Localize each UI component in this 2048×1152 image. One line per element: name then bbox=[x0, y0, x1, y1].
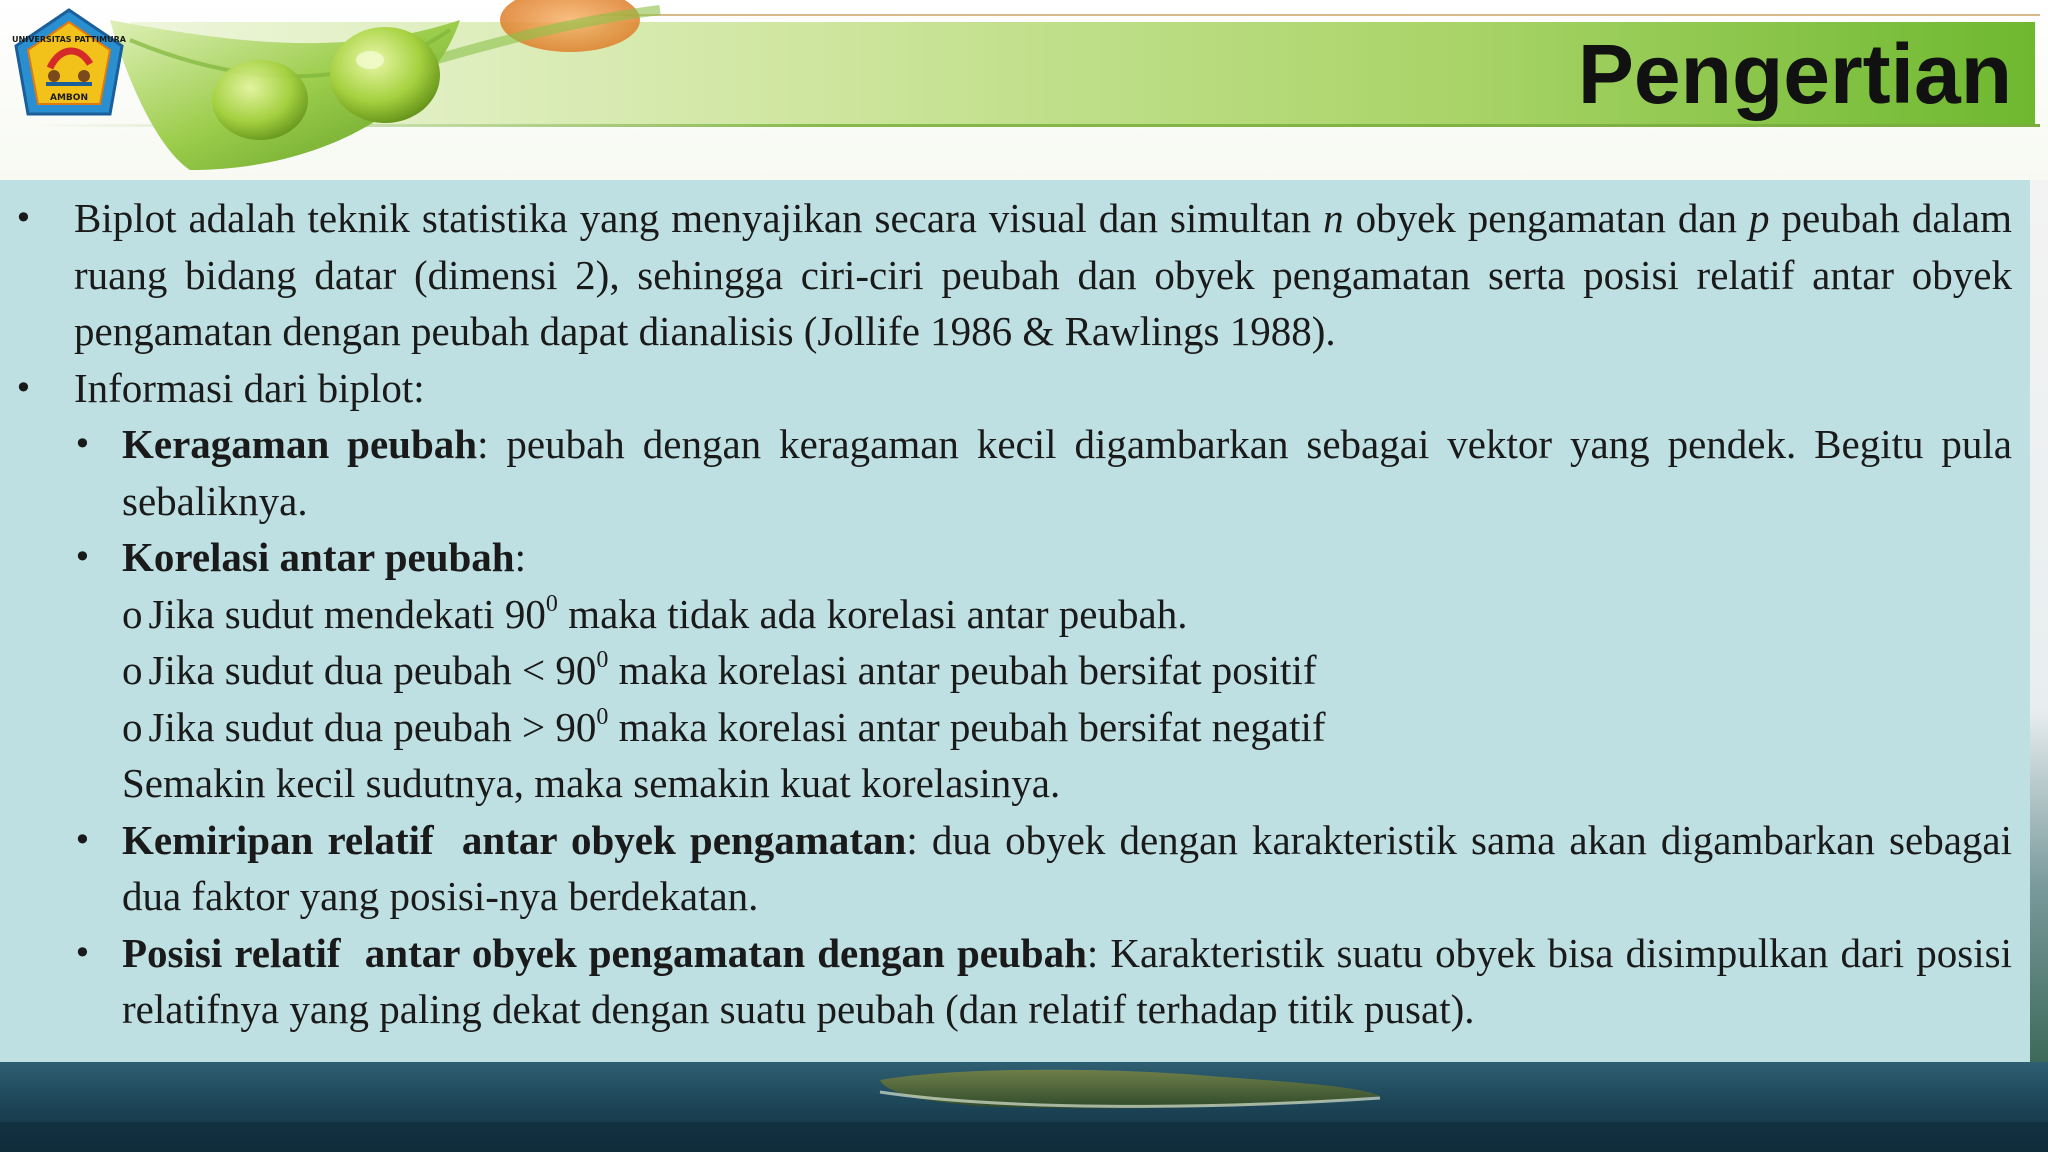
background-edge bbox=[2030, 180, 2048, 1062]
intro-text-pre: Biplot adalah teknik statistika yang menyajikan secara visual dan simultan bbox=[74, 195, 1324, 241]
bullet-icon: • bbox=[73, 538, 92, 576]
info-heading-text: Informasi dari biplot: bbox=[74, 364, 425, 411]
sub-marker: o bbox=[122, 647, 143, 693]
item-text: : Karakteristik suatu obyek bisa disimpulkan dari posisi relatifnya yang paling dekat dengan suatu peubah (dan relatif terhadap titik pusat). bbox=[122, 929, 2012, 1032]
sub-text-pre: Jika sudut dua peubah < 90 bbox=[148, 647, 597, 693]
intro-var-p: p bbox=[1748, 195, 1770, 241]
item-term: Kemiripan relatif antar obyek pengamatan bbox=[122, 816, 907, 863]
intro-text-mid: obyek pengamatan dan bbox=[1343, 195, 1749, 241]
degree-sup: 0 bbox=[596, 703, 609, 730]
island-icon bbox=[0, 1062, 2048, 1152]
intro-var-n: n bbox=[1323, 195, 1344, 241]
bullet-icon: • bbox=[73, 933, 92, 972]
bullet-icon: • bbox=[73, 425, 92, 463]
intro-paragraph bbox=[0, 190, 2030, 360]
korelasi-sub-item bbox=[0, 642, 2030, 699]
sub-text-post: maka tidak ada korelasi antar peubah. bbox=[557, 590, 1188, 637]
list-item-korelasi bbox=[0, 529, 2030, 586]
item-text: : peubah dengan keragaman kecil digambarkan sebagai vektor yang pendek. Begitu pula sebaliknya. bbox=[122, 421, 2012, 524]
degree-sup: 0 bbox=[545, 590, 558, 617]
korelasi-sub-item bbox=[0, 699, 2030, 756]
sub-marker: o bbox=[122, 590, 143, 637]
degree-sup: 0 bbox=[596, 647, 609, 674]
item-term: Keragaman peubah bbox=[122, 421, 478, 467]
logo-arc-text: UNIVERSITAS PATTIMURA bbox=[12, 35, 126, 44]
korelasi-note: Semakin kecil sudutnya, maka semakin kuat korelasinya. bbox=[122, 760, 1061, 806]
logo-bottom-text: AMBON bbox=[50, 93, 88, 103]
list-item-posisi bbox=[0, 925, 2030, 1038]
university-logo bbox=[10, 6, 128, 134]
info-heading bbox=[0, 360, 2030, 417]
list-item-kemiripan bbox=[0, 812, 2030, 925]
item-term: Posisi relatif antar obyek pengamatan dengan peubah bbox=[122, 929, 1087, 976]
page-title: Pengertian bbox=[1577, 27, 2012, 121]
intro-text-post: peubah dalam ruang bidang datar (dimensi 2), sehingga ciri-ciri peubah dan obyek pengamatan serta posisi relatif antar obyek pengamatan dengan peubah dapat dianalisis (Jollife 1986 & Rawlings 1988). bbox=[74, 195, 2012, 354]
bullet-icon: • bbox=[73, 820, 92, 859]
item-text: : dua obyek dengan karakteristik sama akan digambarkan sebagai dua faktor yang posisi-nya berdekatan. bbox=[122, 816, 2012, 919]
sub-text-pre: Jika sudut mendekati 90 bbox=[148, 590, 546, 637]
content-body bbox=[0, 190, 2030, 1038]
content-panel bbox=[0, 180, 2030, 1062]
header bbox=[0, 0, 2048, 182]
item-term: Korelasi antar peubah bbox=[122, 534, 515, 580]
leaf-decoration-icon bbox=[100, 0, 720, 182]
list-item-keragaman bbox=[0, 416, 2030, 529]
sea-island-background bbox=[0, 1062, 2048, 1152]
sub-text-post: maka korelasi antar peubah bersifat negatif bbox=[608, 703, 1326, 750]
korelasi-sub-item bbox=[0, 586, 2030, 643]
sub-text-pre: Jika sudut dua peubah > 90 bbox=[148, 703, 597, 750]
bullet-icon: • bbox=[14, 199, 33, 237]
sub-marker: o bbox=[122, 703, 143, 750]
item-text: : bbox=[514, 534, 527, 580]
header-divider-top bbox=[600, 14, 2040, 16]
bullet-icon: • bbox=[14, 368, 33, 407]
sub-text-post: maka korelasi antar peubah bersifat positif bbox=[608, 647, 1317, 693]
